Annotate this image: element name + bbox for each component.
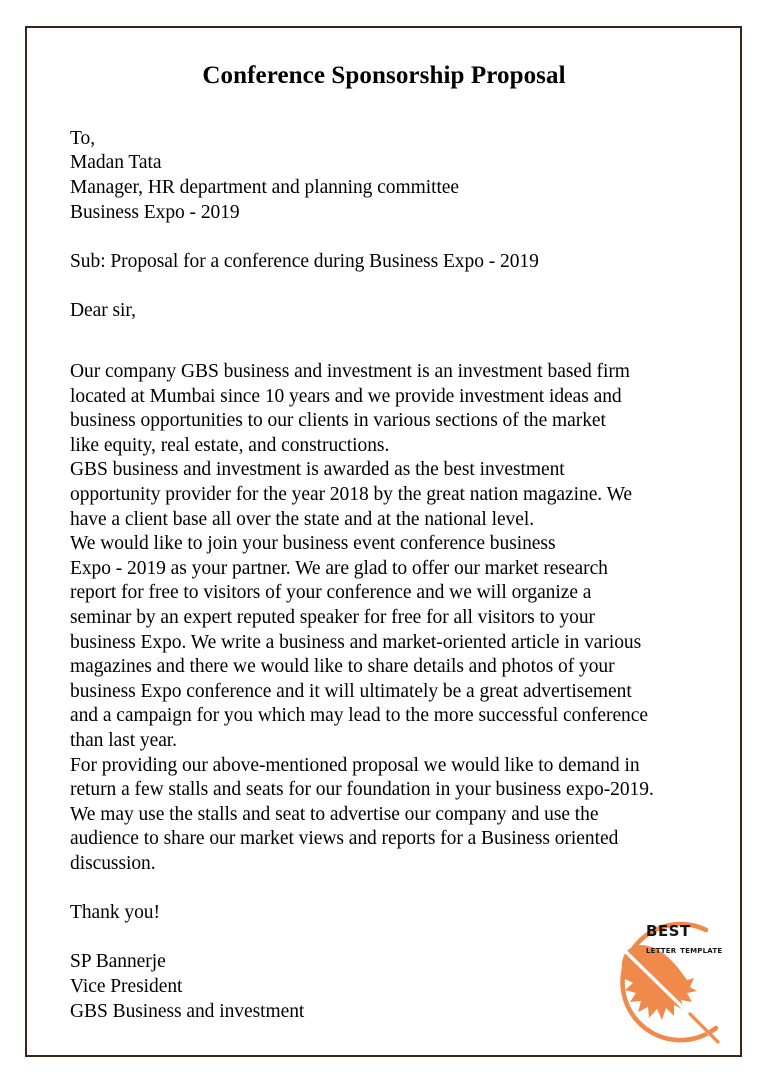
- addressee-block: [70, 127, 722, 225]
- subject-line: Sub: Proposal for a conference during Business Expo - 2019: [70, 250, 539, 272]
- body-line: We would like to join your business event conference business: [70, 533, 556, 555]
- body-line: audience to share our market views and reports for a Business oriented: [70, 828, 619, 850]
- logo-tagline-text: letter template: [646, 944, 723, 956]
- brand-logo: [586, 908, 746, 1048]
- addressee-designation: Manager, HR department and planning committee: [70, 176, 460, 198]
- body-line: We may use the stalls and seat to advertise our company and use the: [70, 803, 599, 825]
- body-line: like equity, real estate, and constructions.: [70, 434, 390, 456]
- body-line: return a few stalls and seats for our foundation in your business expo-2019.: [70, 779, 654, 801]
- salutation: Dear sir,: [70, 299, 136, 321]
- body-line: GBS business and investment is awarded as the best investment: [70, 459, 565, 481]
- spacer: [70, 225, 722, 250]
- body-line: than last year.: [70, 730, 178, 751]
- spacer: [70, 324, 722, 349]
- body-line: report for free to visitors of your conference and we will organize a: [70, 582, 592, 604]
- signature-name: SP Bannerje: [70, 951, 166, 973]
- addressee-to-label: To,: [70, 127, 96, 149]
- body-line: discussion.: [70, 852, 156, 874]
- page-title: Conference Sponsorship Proposal: [202, 62, 566, 89]
- body-line: business Expo conference and it will ultimately be a great advertisement: [70, 680, 632, 702]
- body-line: Expo - 2019 as your partner. We are glad to offer our market research: [70, 557, 608, 579]
- logo-brand-text: best: [646, 917, 691, 941]
- addressee-name: Madan Tata: [70, 152, 162, 174]
- addressee-organization: Business Expo - 2019: [70, 201, 240, 223]
- body-line: business Expo. We write a business and market-oriented article in various: [70, 631, 642, 653]
- letter-body: [70, 360, 722, 876]
- body-line: have a client base all over the state and at the national level.: [70, 508, 535, 530]
- body-line: and a campaign for you which may lead to the more successful conference: [70, 705, 648, 727]
- body-line: Our company GBS business and investment is an investment based firm: [70, 361, 630, 383]
- body-line: seminar by an expert reputed speaker for free for all visitors to your: [70, 607, 595, 629]
- logo-wordmark: [646, 919, 746, 956]
- spacer: [70, 274, 722, 299]
- spacer: [70, 348, 722, 360]
- signature-designation: Vice President: [70, 975, 183, 997]
- signature-company: GBS Business and investment: [70, 1000, 305, 1022]
- quill-feather-icon: [622, 945, 718, 1042]
- body-line: magazines and there we would like to share details and photos of your: [70, 656, 615, 678]
- body-line: business opportunities to our clients in various sections of the market: [70, 410, 606, 432]
- spacer: [70, 877, 722, 902]
- body-line: opportunity provider for the year 2018 by the great nation magazine. We: [70, 484, 633, 506]
- closing-thank-you: Thank you!: [70, 902, 160, 924]
- body-line: located at Mumbai since 10 years and we provide investment ideas and: [70, 385, 622, 407]
- body-line: For providing our above-mentioned proposal we would like to demand in: [70, 754, 640, 776]
